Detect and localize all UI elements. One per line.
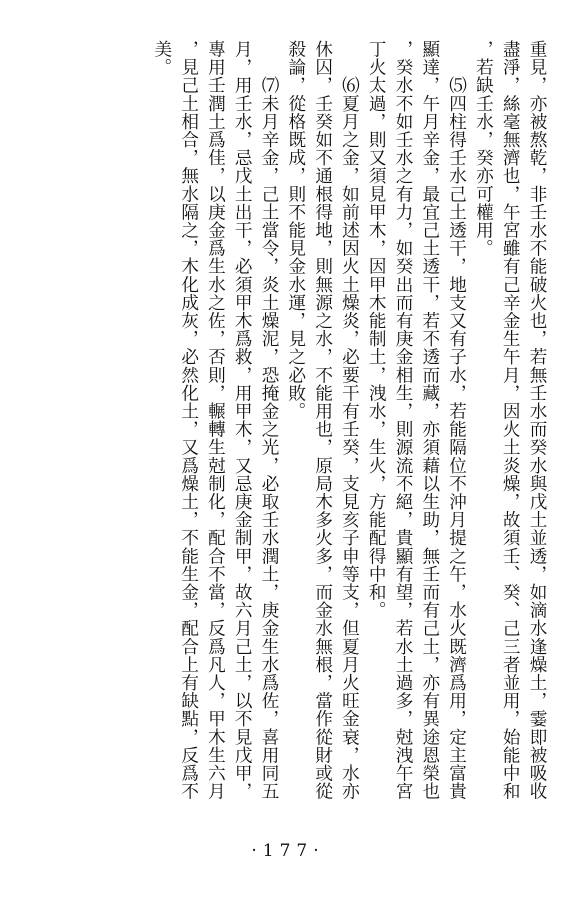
text-column: 重見，亦被熬乾，非壬水不能破火也，若無壬水而癸水與戊土並透，如滴水逢燥土，霎即被吸收 — [527, 40, 547, 801]
page-number: ·177· — [251, 841, 325, 861]
text-column: 專用壬潤土爲佳，以庚金爲生水之佐，否則，輾轉生尅制化，配合不當，反爲凡人，甲木生六月 — [205, 40, 226, 801]
text-column: 休囚，壬癸如不通根得地，則無源之水，不能用也，原局木多火多，而金水無根，當作從財或從 — [312, 40, 333, 801]
text-column: 美。 — [151, 40, 172, 77]
text-column: ，見己土相合，無水隔之，木化成灰，必然化土，又爲燥土，不能生金，配合上有缺點，反爲不 — [178, 40, 199, 801]
text-column: ，癸水不如壬水之有力，如癸出而有庚金相生，則源流不絕，貴顯有望，若水土過多，尅洩午宮 — [393, 40, 414, 801]
text-column: ⑹夏月之金，如前述因火土燥炎，必要干有壬癸，支見亥子申等支，但夏月火旺金衰，水亦 — [339, 40, 360, 801]
text-column: 月，用壬水，忌戊土出干，必須甲木爲救，用甲木，又忌庚金制甲，故六月己土，以不見戊甲， — [232, 40, 253, 801]
text-column: 盡淨，絲毫無濟也，午宮雖有己辛金生午月，因火土炎燥，故須壬、癸、己三者並用，始能中和 — [500, 40, 521, 801]
text-column: 殺論，從格既成，則不能見金水運，見之必敗。 — [285, 40, 306, 421]
text-column: ⑸四柱得壬水己土透干，地支又有子水，若能隔位不沖月提之午，水火既濟爲用，定主富貴 — [446, 40, 467, 801]
body-text — [148, 40, 550, 840]
text-column: 顯達，午月辛金，最宜己土透干，若不透而藏，亦須藉以生助，無壬而有己土，亦有異途恩榮也 — [419, 40, 440, 801]
text-column: ，若缺壬水，癸亦可權用。 — [473, 40, 494, 258]
text-column: ⑺未月辛金，己土當令，炎土燥泥，恐掩金之光，必取壬水潤土，庚金生水爲佐，喜用同五 — [259, 40, 280, 801]
text-column: 丁火太過，則又須見甲木，因甲木能制土，洩水，生火，方能配得中和。 — [366, 40, 387, 620]
